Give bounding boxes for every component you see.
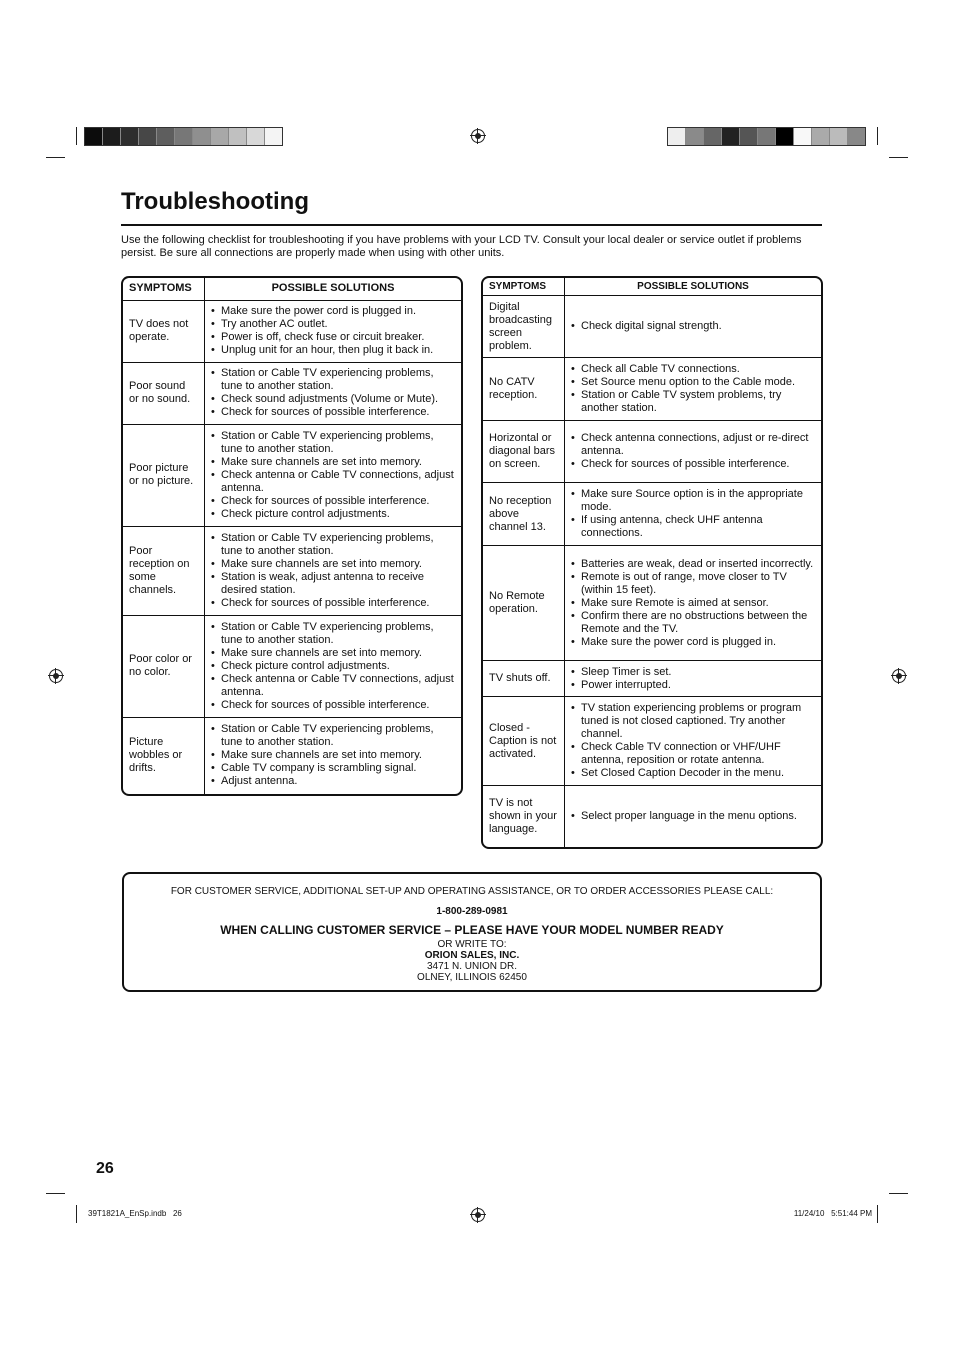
footer-timestamp: 11/24/10 5:51:44 PM	[793, 1209, 872, 1218]
registration-mark-icon	[892, 669, 906, 683]
solutions-list	[571, 432, 815, 471]
mailing-address	[124, 939, 820, 983]
color-swatch	[229, 128, 247, 145]
solution-item: • Unplug unit for an hour, then plug it back in.	[211, 344, 455, 357]
symptom-cell: Digital broadcasting screen problem.	[483, 296, 565, 358]
table-row	[483, 421, 821, 483]
color-swatch	[211, 128, 229, 145]
solutions-list	[571, 666, 815, 692]
solutions-cell	[565, 786, 822, 847]
solution-item: • Make sure the power cord is plugged in.	[571, 636, 815, 649]
color-swatch	[121, 128, 139, 145]
solution-item: • Adjust antenna.	[211, 775, 455, 788]
intro-paragraph: Use the following checklist for troubleshooting if you have problems with your LCD TV. Consult your local dealer or service outlet if problems persist. Be sure all connections are properly made when using with other units.	[121, 234, 802, 259]
solution-item: • Check for sources of possible interference.	[571, 458, 815, 471]
company-name: ORION SALES, INC.	[424, 950, 520, 961]
solution-item: • Sleep Timer is set.	[571, 666, 815, 679]
solution-item: • Check for sources of possible interference.	[211, 699, 455, 712]
solutions-cell	[565, 483, 822, 546]
symptom-cell: Horizontal or diagonal bars on screen.	[483, 421, 565, 483]
color-swatch	[668, 128, 686, 145]
customer-service-notice: WHEN CALLING CUSTOMER SERVICE – PLEASE HAVE YOUR MODEL NUMBER READY	[220, 923, 724, 937]
page-number: 26	[96, 1160, 114, 1177]
symptom-cell: Poor reception on some channels.	[123, 526, 205, 615]
symptom-cell: Poor sound or no sound.	[123, 362, 205, 424]
table-row	[483, 661, 821, 697]
symptoms-header: SYMPTOMS	[123, 278, 205, 300]
solutions-list	[571, 488, 815, 540]
solutions-cell	[565, 296, 822, 358]
solutions-cell	[565, 546, 822, 661]
solution-item: • Station or Cable TV experiencing problems, tune to another station.	[211, 430, 455, 456]
solution-item: • Station is weak, adjust antenna to receive desired station.	[211, 571, 455, 597]
registration-mark-icon	[49, 669, 63, 683]
solution-item: • Try another AC outlet.	[211, 318, 455, 331]
solution-item: • Batteries are weak, dead or inserted incorrectly.	[571, 558, 815, 571]
solution-item: • Station or Cable TV experiencing problems, tune to another station.	[211, 621, 455, 647]
solution-item: • Check all Cable TV connections.	[571, 363, 815, 376]
symptom-cell: TV shuts off.	[483, 661, 565, 697]
crop-mark	[46, 1193, 65, 1194]
color-swatch	[103, 128, 121, 145]
solution-item: • Remote is out of range, move closer to TV (within 15 feet).	[571, 571, 815, 597]
solution-item: • Power is off, check fuse or circuit breaker.	[211, 331, 455, 344]
street-address: 3471 N. UNION DR.	[426, 961, 518, 972]
color-calibration-strip-right	[667, 127, 866, 146]
footer-file-info: 39T1821A_EnSp.indb 26	[88, 1209, 182, 1218]
table-row	[483, 786, 821, 847]
table-row	[483, 358, 821, 421]
solution-item: • Make sure channels are set into memory.	[211, 749, 455, 762]
symptom-cell: Poor color or no color.	[123, 615, 205, 717]
crop-mark	[877, 1205, 878, 1223]
solutions-list	[211, 532, 455, 610]
solution-item: • Cable TV company is scrambling signal.	[211, 762, 455, 775]
table-row	[483, 697, 821, 786]
symptom-cell: No reception above channel 13.	[483, 483, 565, 546]
symptom-cell: No Remote operation.	[483, 546, 565, 661]
solution-item: • Make sure the power cord is plugged in.	[211, 305, 455, 318]
solution-item: • Check picture control adjustments.	[211, 508, 455, 521]
symptom-cell: TV is not shown in your language.	[483, 786, 565, 847]
solutions-cell	[205, 424, 462, 526]
color-swatch	[830, 128, 848, 145]
solutions-cell	[565, 697, 822, 786]
left-troubleshooting-table	[121, 276, 463, 796]
table-row	[483, 546, 821, 661]
customer-service-phone: 1-800-289-0981	[436, 906, 508, 917]
solution-item: • Set Closed Caption Decoder in the menu.	[571, 767, 815, 780]
registration-mark-icon	[471, 1208, 485, 1222]
title-rule	[121, 224, 822, 226]
color-swatch	[157, 128, 175, 145]
symptom-cell: Picture wobbles or drifts.	[123, 717, 205, 794]
symptom-cell: Poor picture or no picture.	[123, 424, 205, 526]
symptoms-header: SYMPTOMS	[483, 278, 565, 296]
color-swatch	[758, 128, 776, 145]
solutions-cell	[205, 300, 462, 362]
solution-item: • Make sure channels are set into memory.	[211, 647, 455, 660]
crop-mark	[889, 1193, 908, 1194]
customer-service-box	[122, 872, 822, 992]
solutions-cell	[565, 358, 822, 421]
solutions-header: POSSIBLE SOLUTIONS	[565, 278, 822, 296]
solution-item: • Check sound adjustments (Volume or Mute).	[211, 393, 455, 406]
solution-item: • Check Cable TV connection or VHF/UHF antenna, reposition or rotate antenna.	[571, 741, 815, 767]
solution-item: • Check antenna connections, adjust or re-direct antenna.	[571, 432, 815, 458]
color-calibration-strip-left	[84, 127, 283, 146]
table-row	[123, 362, 461, 424]
solution-item: • Confirm there are no obstructions between the Remote and the TV.	[571, 610, 815, 636]
color-swatch	[776, 128, 794, 145]
solution-item: • Check for sources of possible interference.	[211, 406, 455, 419]
crop-mark	[889, 157, 908, 158]
table-row	[483, 483, 821, 546]
solutions-list	[571, 363, 815, 415]
color-swatch	[193, 128, 211, 145]
city-address: OLNEY, ILLINOIS 62450	[417, 972, 527, 983]
solution-item: • Station or Cable TV experiencing problems, tune to another station.	[211, 723, 455, 749]
solution-item: • Make sure Remote is aimed at sensor.	[571, 597, 815, 610]
solution-item: • Station or Cable TV experiencing problems, tune to another station.	[211, 367, 455, 393]
symptom-cell: Closed - Caption is not activated.	[483, 697, 565, 786]
color-swatch	[85, 128, 103, 145]
solution-item: • Check picture control adjustments.	[211, 660, 455, 673]
solutions-list	[571, 810, 815, 823]
write-to-label: OR WRITE TO:	[437, 939, 507, 950]
table-row	[483, 296, 821, 358]
solutions-list	[211, 305, 455, 357]
solutions-list	[211, 367, 455, 419]
solution-item: • Check digital signal strength.	[571, 320, 815, 333]
solutions-cell	[205, 717, 462, 794]
solution-item: • Check antenna or Cable TV connections, adjust antenna.	[211, 673, 455, 699]
solutions-list	[571, 702, 815, 780]
solution-item: • Check antenna or Cable TV connections, adjust antenna.	[211, 469, 455, 495]
solutions-list	[211, 723, 455, 788]
color-swatch	[812, 128, 830, 145]
solutions-cell	[565, 421, 822, 483]
solutions-list	[571, 320, 815, 333]
solution-item: • Make sure channels are set into memory.	[211, 558, 455, 571]
color-swatch	[704, 128, 722, 145]
color-swatch	[722, 128, 740, 145]
color-swatch	[139, 128, 157, 145]
table-row	[123, 615, 461, 717]
table-row	[123, 300, 461, 362]
solution-item: • Make sure channels are set into memory.	[211, 456, 455, 469]
color-swatch	[247, 128, 265, 145]
solution-item: • Select proper language in the menu options.	[571, 810, 815, 823]
table-row	[123, 526, 461, 615]
solution-item: • Power interrupted.	[571, 679, 815, 692]
color-swatch	[686, 128, 704, 145]
solutions-cell	[565, 661, 822, 697]
table-row	[123, 424, 461, 526]
color-swatch	[794, 128, 812, 145]
solutions-header: POSSIBLE SOLUTIONS	[205, 278, 462, 300]
color-swatch	[175, 128, 193, 145]
solution-item: • Set Source menu option to the Cable mode.	[571, 376, 815, 389]
symptom-cell: TV does not operate.	[123, 300, 205, 362]
solutions-cell	[205, 615, 462, 717]
symptom-cell: No CATV reception.	[483, 358, 565, 421]
table-row	[123, 717, 461, 794]
solutions-list	[571, 558, 815, 649]
solution-item: • If using antenna, check UHF antenna connections.	[571, 514, 815, 540]
solution-item: • Check for sources of possible interference.	[211, 495, 455, 508]
color-swatch	[265, 128, 282, 145]
crop-mark	[877, 127, 878, 145]
solutions-cell	[205, 362, 462, 424]
customer-service-call-text: FOR CUSTOMER SERVICE, ADDITIONAL SET-UP AND OPERATING ASSISTANCE, OR TO ORDER ACCESSORIES PLEASE CALL:	[170, 886, 774, 897]
crop-mark	[46, 157, 65, 158]
solutions-list	[211, 430, 455, 521]
solutions-cell	[205, 526, 462, 615]
crop-mark	[76, 127, 77, 145]
color-swatch	[740, 128, 758, 145]
crop-mark	[76, 1205, 77, 1223]
right-troubleshooting-table	[481, 276, 823, 849]
solution-item: • Station or Cable TV system problems, try another station.	[571, 389, 815, 415]
solution-item: • TV station experiencing problems or program tuned is not closed captioned. Try another channel.	[571, 702, 815, 741]
solution-item: • Check for sources of possible interference.	[211, 597, 455, 610]
page-title: Troubleshooting	[121, 188, 309, 215]
solution-item: • Station or Cable TV experiencing problems, tune to another station.	[211, 532, 455, 558]
solution-item: • Make sure Source option is in the appropriate mode.	[571, 488, 815, 514]
color-swatch	[848, 128, 865, 145]
registration-mark-icon	[471, 129, 485, 143]
solutions-list	[211, 621, 455, 712]
